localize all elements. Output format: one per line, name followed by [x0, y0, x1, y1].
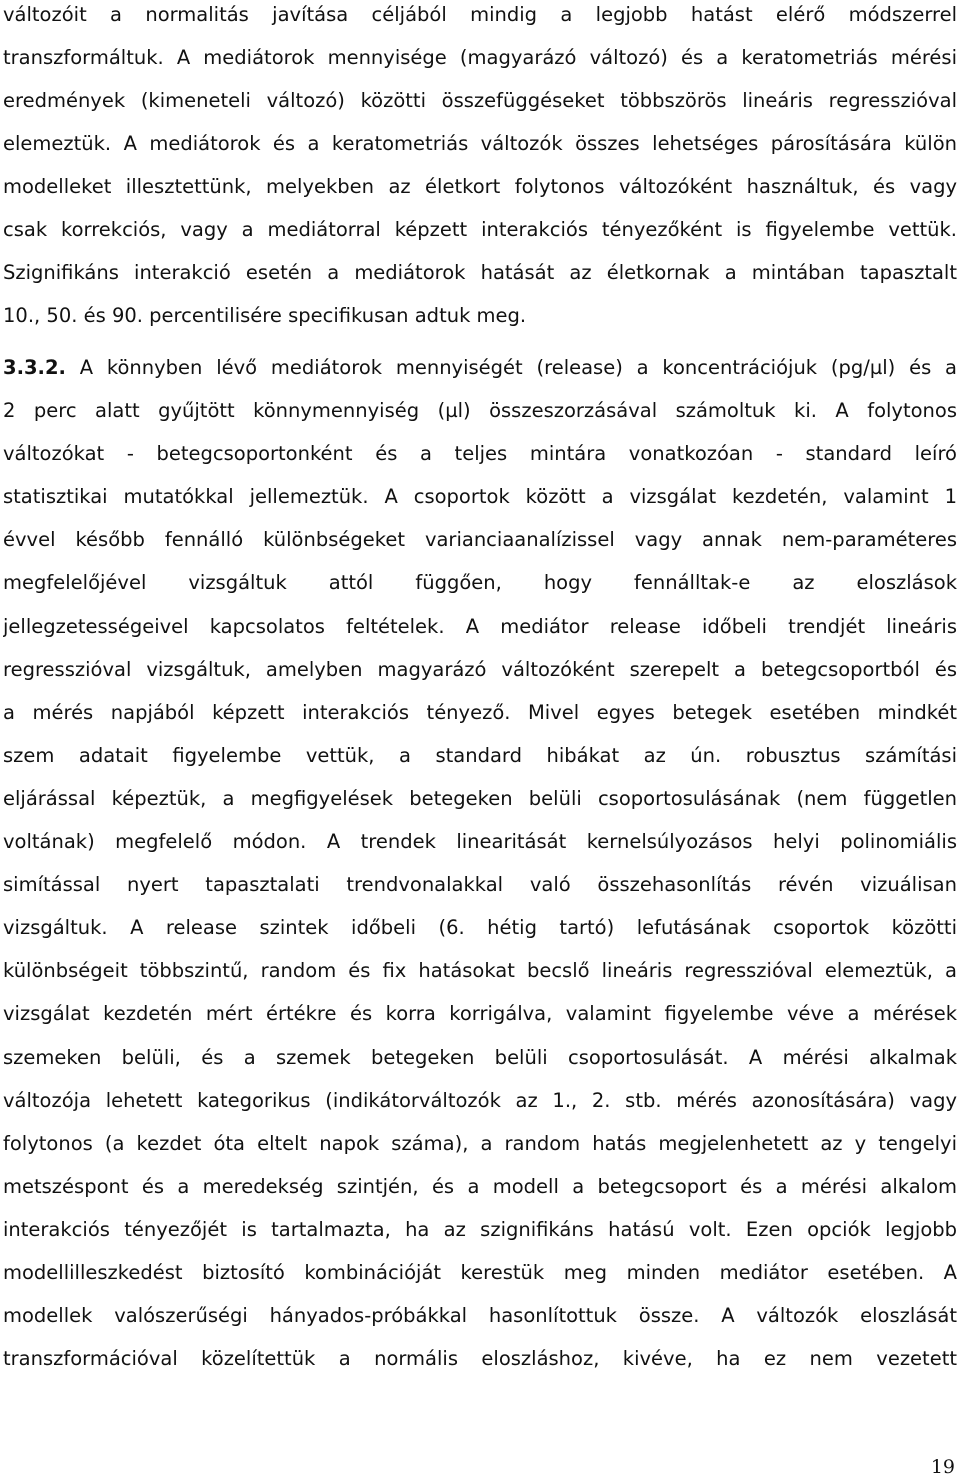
paragraph-methods-regression [3, 0, 957, 344]
text-line: voltának) megfelelő módon. A trendek linearitását kernelsúlyozásos helyi polinomiális [3, 830, 957, 854]
text-line: folytonos (a kezdet óta eltelt napok száma), a random hatás megjelenhetett az y tengelyi [3, 1131, 957, 1155]
text-line: eredmények (kimeneteli változó) közötti összefüggéseket többszörös lineáris regresszióval [3, 89, 957, 112]
text-line: változója lehetett kategorikus (indikátorváltozók az 1., 2. stb. mérés azonosítására) vagy [3, 1088, 957, 1112]
text-line: vizsgálat kezdetén mért értékre és korra korrigálva, valamint figyelembe véve a mérések [3, 1002, 957, 1026]
text-line: évvel később fennálló különbségeket varianciaanalízissel vagy annak nem-paraméteres [3, 528, 957, 552]
text-line: 10., 50. és 90. percentilisére specifikusan adtuk meg. [3, 304, 527, 327]
text-line: változóit a normalitás javítása céljából mindig a legjobb hatást elérő módszerrel [3, 3, 957, 26]
text-line: simítással nyert tapasztalati trendvonalakkal való összehasonlítás révén vizuálisan [3, 873, 957, 897]
text-line: modellilleszkedést biztosító kombinációját kerestük meg minden mediátor esetében. A [3, 1260, 957, 1284]
text-line: modellek valószerűségi hányados-próbákkal hasonlítottuk össze. A változók eloszlását [3, 1304, 957, 1328]
paragraph-section-3-3-2 [3, 353, 957, 1387]
text-line: a mérés napjából képzett interakciós tényező. Mivel egyes betegek esetében mindkét [3, 700, 957, 724]
text-line: regresszióval vizsgáltuk, amelyben magyarázó változóként szerepelt a betegcsoportból és [3, 657, 957, 681]
document-page [3, 0, 957, 1387]
text-line: megfelelőjével vizsgáltuk attól függően, hogy fennálltak-e az eloszlások [3, 571, 957, 595]
text-line: jellegzetességeivel kapcsolatos feltételek. A mediátor release időbeli trendjét lineáris [3, 614, 957, 638]
text-line: különbségeit többszintű, random és fix hatásokat becslő lineáris regresszióval elemeztük, a [3, 959, 957, 983]
text-line: eljárással képeztük, a megfigyelések betegeken belüli csoportosulásának (nem független [3, 786, 957, 810]
text-line: transzformáltuk. A mediátorok mennyisége (magyarázó változó) és a keratometriás mérési [3, 46, 957, 69]
text-line: transzformációval közelítettük a normális eloszláshoz, kivéve, ha ez nem vezetett [3, 1347, 957, 1371]
section-number: 3.3.2. [3, 356, 66, 379]
text-line: változókat - betegcsoportonként és a teljes mintára vonatkozóan - standard leíró [3, 442, 957, 466]
text-line: 2 perc alatt gyűjtött könnymennyiség (µl) összeszorzásával számoltuk ki. A folytonos [3, 399, 957, 423]
text-line: elemeztük. A mediátorok és a keratometriás változók összes lehetséges párosítására külön [3, 132, 957, 155]
text-line: Szignifikáns interakció esetén a mediátorok hatását az életkornak a mintában tapasztalt [3, 261, 957, 284]
page-number: 19 [930, 1456, 955, 1478]
first-line-text: A könnyben lévő mediátorok mennyiségét (release) a koncentrációjuk (pg/µl) és a [65, 356, 957, 379]
text-line: csak korrekciós, vagy a mediátorral képzett interakciós tényezőként is figyelembe vettük. [3, 218, 957, 241]
text-line-first [3, 353, 957, 396]
text-line: vizsgáltuk. A release szintek időbeli (6. hétig tartó) lefutásának csoportok közötti [3, 916, 957, 940]
text-line: statisztikai mutatókkal jellemeztük. A csoportok között a vizsgálat kezdetén, valamint 1 [3, 485, 957, 509]
text-line: metszéspont és a meredekség szintjén, és a modell a betegcsoport és a mérési alkalom [3, 1174, 957, 1198]
text-line: szem adatait figyelembe vettük, a standard hibákat az ún. robusztus számítási [3, 743, 957, 767]
text-line: interakciós tényezőjét is tartalmazta, ha az szignifikáns hatású volt. Ezen opciók legjobb [3, 1217, 957, 1241]
text-line: modelleket illesztettünk, melyekben az életkort folytonos változóként használtuk, és vagy [3, 175, 957, 198]
text-line: szemeken belüli, és a szemek betegeken belüli csoportosulását. A mérési alkalmak [3, 1045, 957, 1069]
